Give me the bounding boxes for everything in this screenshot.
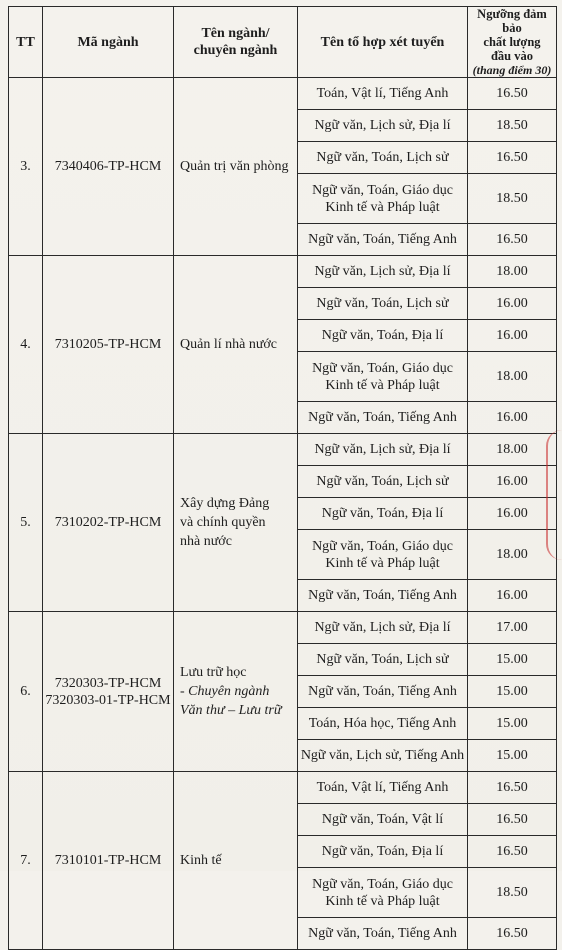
combo-cell: Ngữ văn, Toán, Lịch sử [298,644,468,676]
combo-cell: Ngữ văn, Toán, Giáo dục Kinh tế và Pháp luật [298,352,468,402]
score-cell: 18.50 [468,110,557,142]
major-code: 7310101-TP-HCM [43,772,174,950]
score-cell: 16.50 [468,224,557,256]
score-cell: 18.50 [468,174,557,224]
score-cell: 16.00 [468,498,557,530]
major-code: 7340406-TP-HCM [43,78,174,256]
score-cell: 18.00 [468,256,557,288]
header-combo: Tên tổ hợp xét tuyển [298,7,468,78]
score-cell: 18.00 [468,352,557,402]
major-name: Quản trị văn phòng [174,78,298,256]
combo-cell: Toán, Vật lí, Tiếng Anh [298,772,468,804]
score-cell: 16.50 [468,772,557,804]
combo-cell: Ngữ văn, Toán, Vật lí [298,804,468,836]
combo-cell: Ngữ văn, Toán, Địa lí [298,836,468,868]
score-cell: 18.00 [468,434,557,466]
major-code: 7320303-TP-HCM 7320303-01-TP-HCM [43,612,174,772]
combo-cell: Ngữ văn, Toán, Lịch sử [298,466,468,498]
major-name: Kinh tế [174,772,298,950]
red-stamp-edge [546,430,562,560]
combo-cell: Ngữ văn, Lịch sử, Địa lí [298,434,468,466]
combo-cell: Ngữ văn, Lịch sử, Địa lí [298,256,468,288]
score-cell: 16.00 [468,402,557,434]
row-number: 3. [9,78,43,256]
combo-cell: Ngữ văn, Toán, Tiếng Anh [298,402,468,434]
major-name: Quản lí nhà nước [174,256,298,434]
major-name: Xây dựng Đảng và chính quyền nhà nước [174,434,298,612]
major-code: 7310205-TP-HCM [43,256,174,434]
combo-cell: Ngữ văn, Toán, Giáo dục Kinh tế và Pháp luật [298,530,468,580]
combo-cell: Ngữ văn, Toán, Giáo dục Kinh tế và Pháp luật [298,174,468,224]
combo-cell: Ngữ văn, Toán, Giáo dục Kinh tế và Pháp luật [298,868,468,918]
combo-cell: Ngữ văn, Lịch sử, Địa lí [298,110,468,142]
combo-cell: Ngữ văn, Toán, Địa lí [298,498,468,530]
table-row [9,256,557,288]
table-row [9,78,557,110]
score-cell: 18.50 [468,868,557,918]
score-cell: 18.00 [468,530,557,580]
combo-cell: Ngữ văn, Toán, Lịch sử [298,142,468,174]
score-cell: 16.50 [468,142,557,174]
header-name: Tên ngành/ chuyên ngành [174,7,298,78]
combo-cell: Ngữ văn, Lịch sử, Tiếng Anh [298,740,468,772]
table-row [9,772,557,804]
score-cell: 16.50 [468,78,557,110]
score-cell: 16.00 [468,288,557,320]
table-row [9,612,557,644]
score-cell: 16.00 [468,320,557,352]
combo-cell: Ngữ văn, Toán, Tiếng Anh [298,580,468,612]
score-cell: 15.00 [468,740,557,772]
score-cell: 15.00 [468,708,557,740]
combo-cell: Toán, Hóa học, Tiếng Anh [298,708,468,740]
major-code: 7310202-TP-HCM [43,434,174,612]
row-number: 4. [9,256,43,434]
score-cell: 16.50 [468,836,557,868]
row-number: 5. [9,434,43,612]
combo-cell: Ngữ văn, Toán, Lịch sử [298,288,468,320]
admission-threshold-table [8,6,557,950]
row-number: 7. [9,772,43,950]
score-cell: 16.00 [468,466,557,498]
score-cell: 15.00 [468,644,557,676]
table-header-row [9,7,557,78]
score-cell: 16.00 [468,580,557,612]
combo-cell: Ngữ văn, Toán, Tiếng Anh [298,676,468,708]
score-cell: 17.00 [468,612,557,644]
header-tt: TT [9,7,43,78]
score-cell: 16.50 [468,918,557,950]
combo-cell: Toán, Vật lí, Tiếng Anh [298,78,468,110]
row-number: 6. [9,612,43,772]
combo-cell: Ngữ văn, Toán, Địa lí [298,320,468,352]
header-score: Ngưỡng đảm bảo chất lượng đầu vào (thang điểm 30) [468,7,557,78]
major-name: Lưu trữ học - Chuyên ngành Văn thư – Lưu trữ [174,612,298,772]
table-row [9,434,557,466]
header-code: Mã ngành [43,7,174,78]
score-cell: 16.50 [468,804,557,836]
combo-cell: Ngữ văn, Toán, Tiếng Anh [298,918,468,950]
combo-cell: Ngữ văn, Toán, Tiếng Anh [298,224,468,256]
score-cell: 15.00 [468,676,557,708]
combo-cell: Ngữ văn, Lịch sử, Địa lí [298,612,468,644]
